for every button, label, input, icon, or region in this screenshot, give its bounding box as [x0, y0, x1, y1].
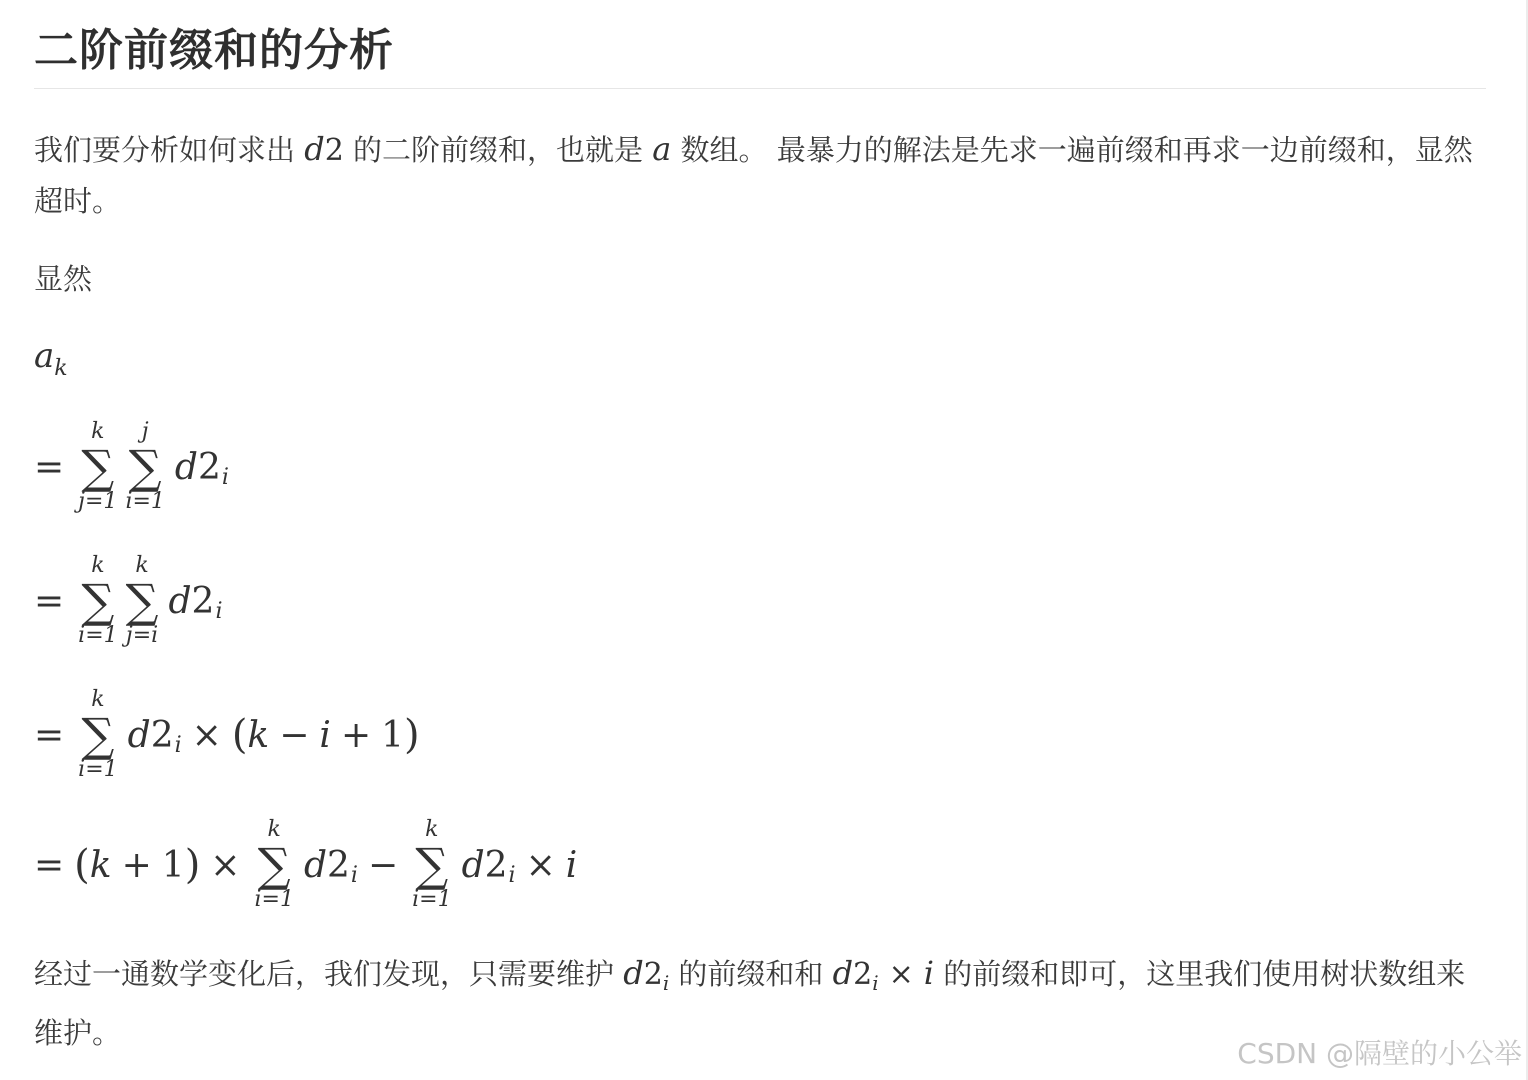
math-two: 2 [324, 133, 344, 168]
intro-text-1: 我们要分析如何求出 [34, 133, 305, 167]
left-paren: ( [74, 842, 90, 888]
sum-lower: j=i [125, 623, 159, 648]
conclusion-text-2: 的前缀和和 [669, 957, 833, 991]
sum-lower: i=1 [78, 623, 118, 648]
term-two: 2 [197, 446, 221, 488]
term-d: d [174, 446, 198, 488]
right-paren: ) [184, 842, 201, 888]
heading-divider [34, 88, 1486, 89]
term-two: 2 [326, 844, 350, 886]
sum-upper: j [141, 419, 149, 444]
equals-sign: = [34, 844, 65, 886]
term-sub-i: i [215, 598, 223, 624]
math-i: i [923, 954, 935, 992]
summation-i [78, 546, 117, 656]
term-two: 2 [484, 844, 508, 886]
plus-operator: + [121, 844, 152, 886]
equation-row-3 [34, 680, 420, 790]
conclusion-text-3: 的前缀和即可，这里我们使用树状数组来维护。 [34, 957, 1466, 1050]
var-k: k [247, 714, 270, 756]
equation-row-2 [34, 546, 222, 656]
term-sub-i: i [350, 862, 358, 888]
sum-lower: i=1 [254, 887, 294, 912]
math-a: a [652, 130, 672, 168]
minus-operator: − [279, 714, 310, 756]
var-k: k [89, 844, 112, 886]
equals-sign: = [34, 446, 65, 488]
term-two: 2 [191, 580, 215, 622]
sum-lower: j=1 [78, 489, 118, 514]
sigma-symbol: ∑ [128, 440, 162, 494]
ak-base: a [34, 336, 55, 376]
sum-lower: i=1 [412, 887, 452, 912]
term-two: 2 [150, 714, 174, 756]
ak-subscript: k [54, 356, 68, 381]
equals-sign: = [34, 714, 65, 756]
sigma-symbol: ∑ [125, 574, 159, 628]
math-a-k [34, 336, 68, 381]
math-sub-i: i [872, 971, 879, 995]
sigma-symbol: ∑ [81, 708, 115, 762]
times-operator: × [210, 844, 241, 886]
summation-j [78, 412, 117, 522]
sum-upper: k [91, 419, 105, 444]
equation-row-1 [34, 412, 229, 522]
sum-lower: i=1 [125, 489, 165, 514]
summation-i [254, 810, 293, 920]
summation-i [412, 810, 451, 920]
math-d: d [304, 130, 325, 168]
equation-row-4 [34, 810, 577, 920]
term-d: d [168, 580, 192, 622]
section-heading: 二阶前缀和的分析 [34, 25, 394, 76]
times-operator: × [525, 844, 556, 886]
math-d: d [623, 954, 644, 992]
summation-j [126, 546, 159, 656]
sigma-symbol: ∑ [81, 574, 115, 628]
term-d: d [127, 714, 151, 756]
times-operator: × [191, 714, 222, 756]
var-i: i [319, 714, 331, 756]
sigma-symbol: ∑ [415, 838, 449, 892]
summation-i [78, 680, 117, 790]
sigma-symbol: ∑ [81, 440, 115, 494]
sum-upper: k [135, 553, 149, 578]
plus-operator: + [340, 714, 372, 756]
term-d: d [461, 844, 485, 886]
term-sub-i: i [174, 732, 182, 758]
minus-operator: − [367, 844, 399, 886]
intro-text-2: 的二阶前缀和，也就是 [343, 133, 653, 167]
math-d: d [832, 954, 854, 992]
equals-sign: = [34, 580, 65, 622]
obviously-paragraph: 显然 [34, 262, 93, 296]
term-sub-i: i [508, 862, 516, 888]
sum-upper: k [91, 687, 105, 712]
intro-text-3: 数组。 最暴力的解法是先求一遍前缀和再求一边前缀和，显然超时。 [34, 133, 1473, 218]
summation-i [125, 412, 164, 522]
conclusion-text-1: 经过一通数学变化后，我们发现，只需要维护 [34, 957, 624, 991]
left-paren: ( [231, 712, 248, 758]
const-one: 1 [161, 844, 185, 886]
sigma-symbol: ∑ [257, 838, 291, 892]
csdn-watermark: CSDN @隔壁的小公举 [1237, 1037, 1522, 1070]
sum-upper: k [425, 817, 439, 842]
math-two: 2 [853, 957, 873, 992]
right-paren: ) [404, 712, 420, 758]
term-d: d [303, 844, 327, 886]
term-sub-i: i [221, 464, 229, 490]
math-sub-i: i [662, 971, 670, 995]
const-one: 1 [381, 714, 405, 756]
sum-upper: k [267, 817, 281, 842]
math-two: 2 [643, 957, 663, 992]
intro-paragraph [34, 124, 1484, 226]
math-times: × [888, 957, 914, 992]
sum-upper: k [91, 553, 105, 578]
sum-lower: i=1 [78, 757, 118, 782]
var-i: i [565, 844, 578, 886]
